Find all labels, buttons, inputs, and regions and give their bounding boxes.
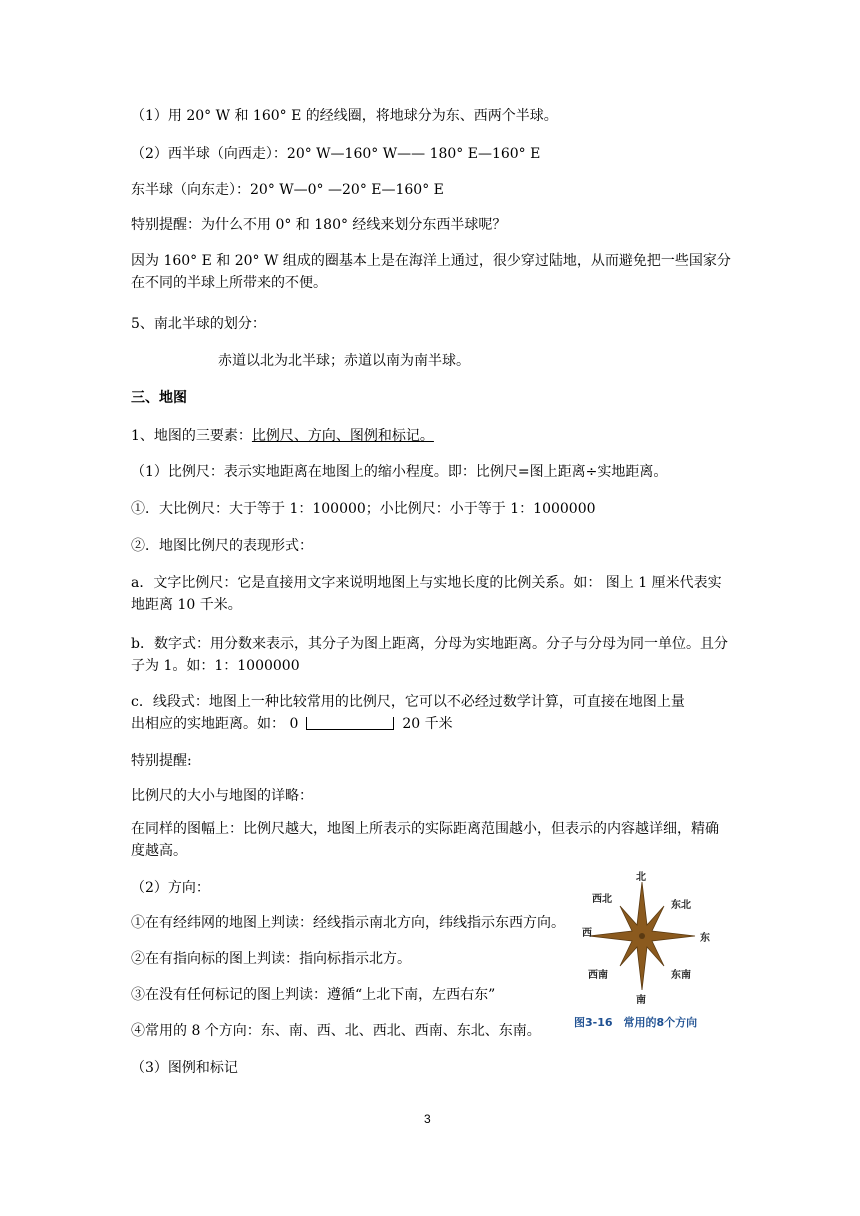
label-northeast: 东北 [671, 900, 691, 911]
label: 1、地图的三要素： [131, 428, 252, 444]
text-line: ②在有指向标的图上判读：指向标指示北方。 [131, 951, 411, 967]
text-line: （2）方向： [131, 880, 210, 896]
page-number: 3 [424, 1112, 431, 1126]
text-line [131, 426, 434, 446]
section-heading: 三、地图 [131, 390, 187, 406]
text-line: 特别提醒: [131, 753, 192, 769]
text-line: ②．地图比例尺的表现形式： [131, 538, 313, 554]
underlined-elements: 比例尺、方向、图例和标记。 [251, 428, 434, 444]
text-line [131, 714, 453, 734]
label-southeast: 东南 [671, 970, 691, 981]
text-line: （1）用 20° W 和 160° E 的经线圈，将地球分为东、西两个半球。 [131, 108, 558, 124]
text-line: ④常用的 8 个方向：东、南、西、北、西北、西南、东北、东南。 [131, 1023, 541, 1039]
text-line: ③在没有任何标记的图上判读：遵循“上北下南，左西右东” [131, 987, 496, 1003]
figure-caption: 图3-16 常用的8个方向 [574, 1016, 698, 1029]
scale-bar [306, 717, 394, 730]
label-west: 西 [582, 928, 592, 939]
text-line: 赤道以北为北半球；赤道以南为南半球。 [218, 353, 470, 369]
label-north: 北 [636, 872, 646, 883]
text-line: （1）比例尺：表示实地距离在地图上的缩小程度。即：比例尺=图上距离÷实地距离。 [131, 464, 668, 480]
label-south: 南 [636, 995, 646, 1006]
label-southwest: 西南 [588, 970, 608, 981]
paragraph: b．数字式：用分数来表示，其分子为图上距离，分母为实地距离。分子与分母为同一单位。且分子为 1。如：1：1000000 [131, 636, 728, 674]
label: 20 千米 [402, 716, 453, 732]
paragraph: 因为 160° E 和 20° W 组成的圈基本上是在海洋上通过，很少穿过陆地，从而避免把一些国家分在不同的半球上所带来的不便。 [131, 253, 731, 291]
label-northwest: 西北 [592, 894, 612, 905]
compass-rose-figure [574, 868, 724, 1038]
text-line: （2）西半球（向西走）：20° W—160° W—— 180° E—160° E [131, 146, 541, 162]
text-line: c．线段式：地图上一种比较常用的比例尺，它可以不必经过数学计算，可直接在地图上量 [131, 694, 685, 710]
text-line: （3）图例和标记 [131, 1060, 238, 1076]
text-line: 东半球（向东走）：20° W—0° —20° E—160° E [131, 182, 444, 198]
label-east: 东 [700, 933, 710, 944]
paragraph: a．文字比例尺：它是直接用文字来说明地图上与实地长度的比例关系。如： 图上 1 厘米代表实地距离 10 千米。 [131, 575, 722, 613]
text-line: ①在有经纬网的地图上判读：经线指示南北方向，纬线指示东西方向。 [131, 915, 565, 931]
label: 出相应的实地距离。如： 0 [131, 716, 299, 732]
paragraph: 在同样的图幅上：比例尺越大，地图上所表示的实际距离范围越小，但表示的内容越详细，精确度越高。 [131, 821, 719, 859]
text-line: ①．大比例尺：大于等于 1：100000；小比例尺：小于等于 1：1000000 [131, 501, 596, 517]
text-line: 5、南北半球的划分： [131, 316, 266, 332]
text-line: 比例尺的大小与地图的详略： [131, 788, 313, 804]
text-line: 特别提醒：为什么不用 0° 和 180° 经线来划分东西半球呢？ [131, 217, 507, 233]
